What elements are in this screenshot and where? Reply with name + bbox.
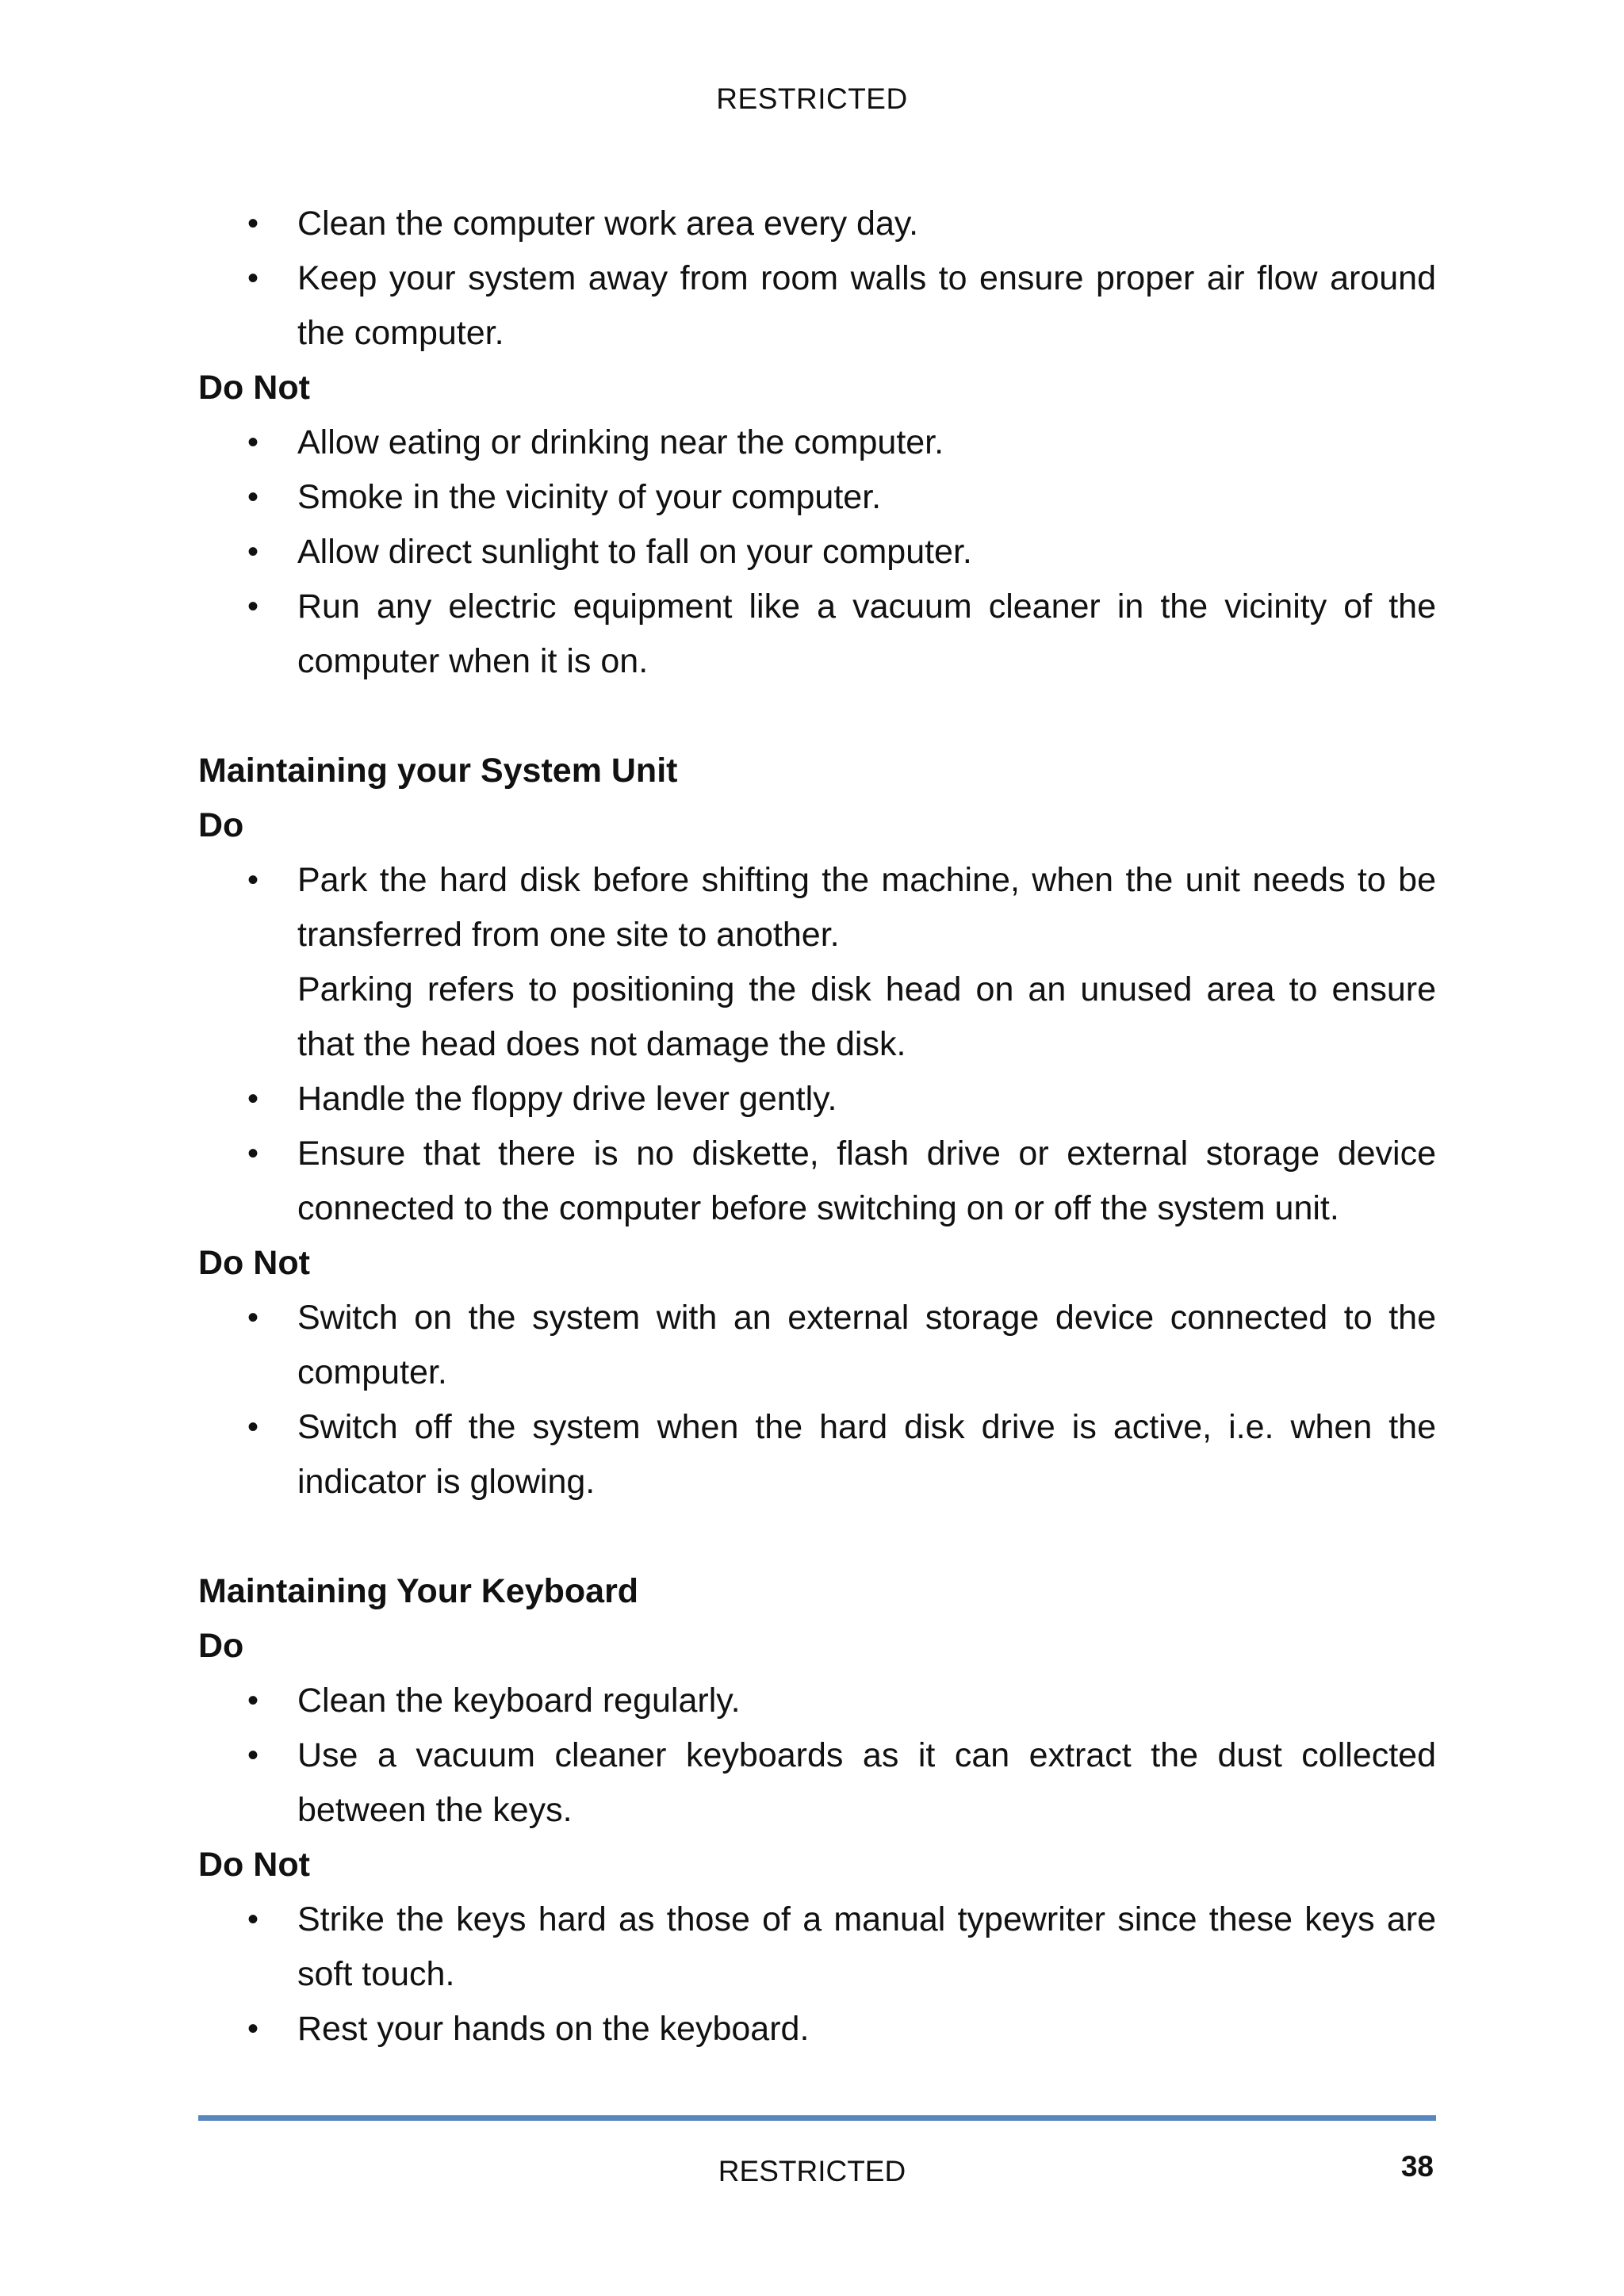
list-item bbox=[198, 853, 1436, 962]
bullet-icon: • bbox=[247, 534, 259, 569]
list-item-text: Use a vacuum cleaner keyboards as it can extract the dust collected between the keys. bbox=[297, 1736, 1436, 1829]
list-item bbox=[198, 1291, 1436, 1400]
list-item bbox=[198, 251, 1436, 361]
page-number: 38 bbox=[1400, 2150, 1434, 2183]
bullet-icon: • bbox=[247, 863, 259, 897]
section-subheading: Do bbox=[198, 1627, 244, 1665]
section-subheading: Do Not bbox=[198, 1244, 310, 1282]
page-footer: RESTRICTED bbox=[718, 2155, 906, 2187]
list-item bbox=[198, 470, 1436, 525]
section-subheading: Do Not bbox=[198, 1846, 310, 1884]
list-item-text: Smoke in the vicinity of your computer. bbox=[297, 478, 882, 516]
list-item bbox=[198, 1674, 1436, 1728]
page-header: RESTRICTED bbox=[716, 82, 908, 115]
bullet-icon: • bbox=[247, 206, 259, 241]
list-item-text: Switch on the system with an external storage device connected to the computer. bbox=[297, 1299, 1436, 1391]
bullet-icon: • bbox=[247, 1738, 259, 1773]
list-item-text: Handle the floppy drive lever gently. bbox=[297, 1080, 837, 1118]
bullet-icon: • bbox=[247, 2011, 259, 2046]
bullet-icon: • bbox=[247, 589, 259, 624]
list-item bbox=[198, 580, 1436, 689]
section-heading: Maintaining your System Unit bbox=[198, 752, 678, 790]
list-item bbox=[198, 1127, 1436, 1236]
list-item bbox=[198, 1072, 1436, 1127]
bullet-icon: • bbox=[247, 1300, 259, 1335]
list-item-text: Strike the keys hard as those of a manual typewriter since these keys are soft touch. bbox=[297, 1900, 1436, 1993]
list-item-text: Allow direct sunlight to fall on your computer. bbox=[297, 533, 972, 571]
bullet-icon: • bbox=[247, 1902, 259, 1937]
indented-paragraph: Parking refers to positioning the disk head on an unused area to ensure that the head does not damage the disk. bbox=[297, 970, 1436, 1063]
bullet-icon: • bbox=[247, 1683, 259, 1718]
footer-divider bbox=[198, 2115, 1436, 2121]
list-item-text: Park the hard disk before shifting the machine, when the unit needs to be transferred from one site to another. bbox=[297, 861, 1436, 954]
document-body bbox=[198, 197, 1436, 2057]
list-item bbox=[198, 1892, 1436, 2002]
list-item-text: Allow eating or drinking near the computer. bbox=[297, 423, 944, 461]
spacer bbox=[198, 689, 1436, 744]
spacer bbox=[198, 1510, 1436, 1564]
bullet-icon: • bbox=[247, 1136, 259, 1171]
list-item bbox=[198, 1400, 1436, 1510]
list-item-text: Run any electric equipment like a vacuum cleaner in the vicinity of the computer when it is on. bbox=[297, 587, 1436, 680]
section-subheading: Do Not bbox=[198, 369, 310, 407]
bullet-icon: • bbox=[247, 480, 259, 515]
list-item-text: Rest your hands on the keyboard. bbox=[297, 2010, 810, 2048]
list-item-text: Clean the computer work area every day. bbox=[297, 205, 919, 243]
list-item-text: Ensure that there is no diskette, flash drive or external storage device connected to the computer before switching on or off the system unit. bbox=[297, 1135, 1436, 1227]
bullet-icon: • bbox=[247, 1410, 259, 1445]
bullet-icon: • bbox=[247, 1081, 259, 1116]
list-item bbox=[198, 1728, 1436, 1838]
section-heading: Maintaining Your Keyboard bbox=[198, 1572, 639, 1610]
list-item bbox=[198, 197, 1436, 251]
list-item-text: Switch off the system when the hard disk drive is active, i.e. when the indicator is glowing. bbox=[297, 1408, 1436, 1501]
bullet-icon: • bbox=[247, 261, 259, 296]
bullet-icon: • bbox=[247, 425, 259, 460]
list-item-text: Clean the keyboard regularly. bbox=[297, 1682, 741, 1720]
section-subheading: Do bbox=[198, 806, 244, 844]
list-item bbox=[198, 525, 1436, 580]
list-item bbox=[198, 415, 1436, 470]
list-item-text: Keep your system away from room walls to ensure proper air flow around the computer. bbox=[297, 259, 1436, 352]
list-item bbox=[198, 2002, 1436, 2057]
